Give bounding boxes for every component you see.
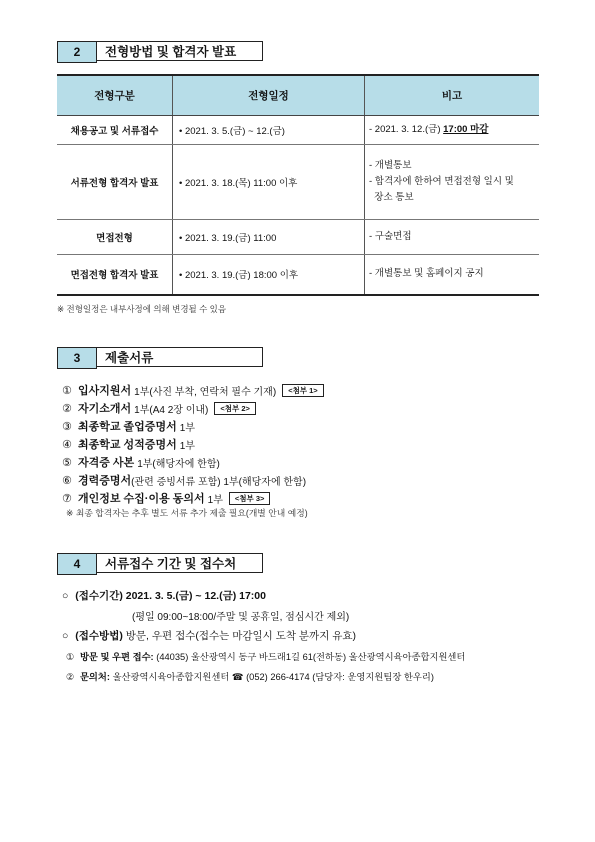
table-row — [57, 116, 539, 145]
section-title: 제출서류 — [97, 347, 263, 367]
list-item — [62, 453, 324, 471]
section-number: 2 — [57, 41, 97, 63]
item-detail: 1부 — [207, 494, 223, 506]
period-note: (평일 09:00~18:00/주말 및 공휴일, 점심시간 제외) — [132, 612, 350, 623]
list-item — [62, 471, 324, 489]
item-number: ④ — [62, 438, 72, 451]
schedule-cell: • 2021. 3. 19.(금) 11:00 — [173, 220, 365, 255]
note-line: 장소 통보 — [369, 192, 414, 203]
item-detail: 1부(해당자에 한함) — [137, 458, 220, 470]
section-2-header — [57, 41, 263, 63]
address-text: (44035) 울산광역시 동구 바드래1길 61(전하동) 울산광역시육아종합지원센터 — [156, 652, 466, 662]
note-line: - 개별통보 — [369, 160, 412, 171]
section-title: 서류접수 기간 및 접수처 — [97, 553, 263, 573]
address-label: 방문 및 우편 접수: — [79, 652, 154, 662]
period-line — [62, 588, 266, 603]
item-detail: 1부(사진 부착, 연락처 필수 기재) — [134, 386, 277, 398]
item-number: ⑦ — [62, 492, 72, 505]
table-header-row — [57, 75, 539, 116]
item-title: 최종학교 졸업증명서 — [78, 421, 177, 433]
list-item — [62, 399, 324, 417]
contact-text: 울산광역시육아종합지원센터 ☎ (052) 266-4174 (담당자: 운영지원팀장 한우리) — [112, 672, 434, 682]
item-title: 자격증 사본 — [78, 457, 135, 469]
period-text: (접수기간) 2021. 3. 5.(금) ~ 12.(금) 17:00 — [75, 590, 266, 602]
item-title: 개인정보 수집·이용 동의서 — [78, 493, 205, 505]
schedule-table — [57, 74, 539, 296]
attachment-tag: <첨부 2> — [214, 402, 256, 415]
table-row — [57, 255, 539, 295]
schedule-cell: • 2021. 3. 5.(금) ~ 12.(금) — [173, 116, 365, 145]
category-cell: 채용공고 및 서류접수 — [57, 116, 173, 145]
section-number: 3 — [57, 347, 97, 369]
section-3-header — [57, 347, 263, 369]
item-number: ⑤ — [62, 456, 72, 469]
contact-label: 문의처: — [79, 672, 110, 682]
section-4-header — [57, 553, 263, 575]
list-item — [62, 381, 324, 399]
schedule-cell: • 2021. 3. 18.(목) 11:00 이후 — [173, 145, 365, 220]
category-cell: 서류전형 합격자 발표 — [57, 145, 173, 220]
note-cell — [365, 116, 540, 145]
method-label: (접수방법) — [75, 630, 123, 642]
note-line: - 2021. 3. 12.(금) — [369, 124, 444, 135]
column-header: 전형일정 — [173, 75, 365, 116]
item-detail: 1부(A4 2장 이내) — [134, 404, 209, 416]
method-line — [62, 628, 356, 643]
contact-line — [66, 669, 434, 683]
table-row — [57, 220, 539, 255]
item-number: ① — [66, 652, 75, 662]
item-number: ② — [66, 672, 75, 682]
item-detail: 1부 — [179, 440, 195, 452]
item-number: ① — [62, 384, 72, 397]
item-number: ② — [62, 402, 72, 415]
table-row — [57, 145, 539, 220]
document-list — [62, 381, 324, 507]
schedule-cell: • 2021. 3. 19.(금) 18:00 이후 — [173, 255, 365, 295]
item-detail: 1부 — [179, 422, 195, 434]
note-cell: - 구술면접 — [365, 220, 540, 255]
method-text: 방문, 우편 접수(접수는 마감일시 도착 분까지 유효) — [125, 630, 357, 642]
section-title: 전형방법 및 합격자 발표 — [97, 41, 263, 61]
deadline-emphasis: 17:00 마감 — [443, 124, 489, 135]
note-cell: - 개별통보 및 홈페이지 공지 — [365, 255, 540, 295]
schedule-footnote: ※ 전형일정은 내부사정에 의해 변경될 수 있음 — [57, 304, 227, 314]
item-title: 입사지원서 — [78, 385, 132, 397]
address-line — [66, 649, 465, 663]
item-number: ⑥ — [62, 474, 72, 487]
circle-bullet: ○ — [62, 590, 69, 602]
item-title: 경력증명서 — [78, 475, 132, 487]
documents-footnote: ※ 최종 합격자는 추후 별도 서류 추가 제출 필요(개별 안내 예정) — [66, 508, 308, 518]
attachment-tag: <첨부 1> — [282, 384, 324, 397]
item-number: ③ — [62, 420, 72, 433]
note-cell — [365, 145, 540, 220]
category-cell: 면접전형 — [57, 220, 173, 255]
category-cell: 면접전형 합격자 발표 — [57, 255, 173, 295]
list-item — [62, 417, 324, 435]
item-detail: (관련 증빙서류 포함) 1부(해당자에 한함) — [131, 476, 307, 488]
circle-bullet: ○ — [62, 630, 69, 642]
note-line: - 합격자에 한하여 면접전형 일시 및 — [369, 176, 514, 187]
column-header: 비고 — [365, 75, 540, 116]
item-title: 자기소개서 — [78, 403, 132, 415]
list-item — [62, 489, 324, 507]
list-item — [62, 435, 324, 453]
item-title: 최종학교 성적증명서 — [78, 439, 177, 451]
attachment-tag: <첨부 3> — [229, 492, 271, 505]
column-header: 전형구분 — [57, 75, 173, 116]
section-number: 4 — [57, 553, 97, 575]
